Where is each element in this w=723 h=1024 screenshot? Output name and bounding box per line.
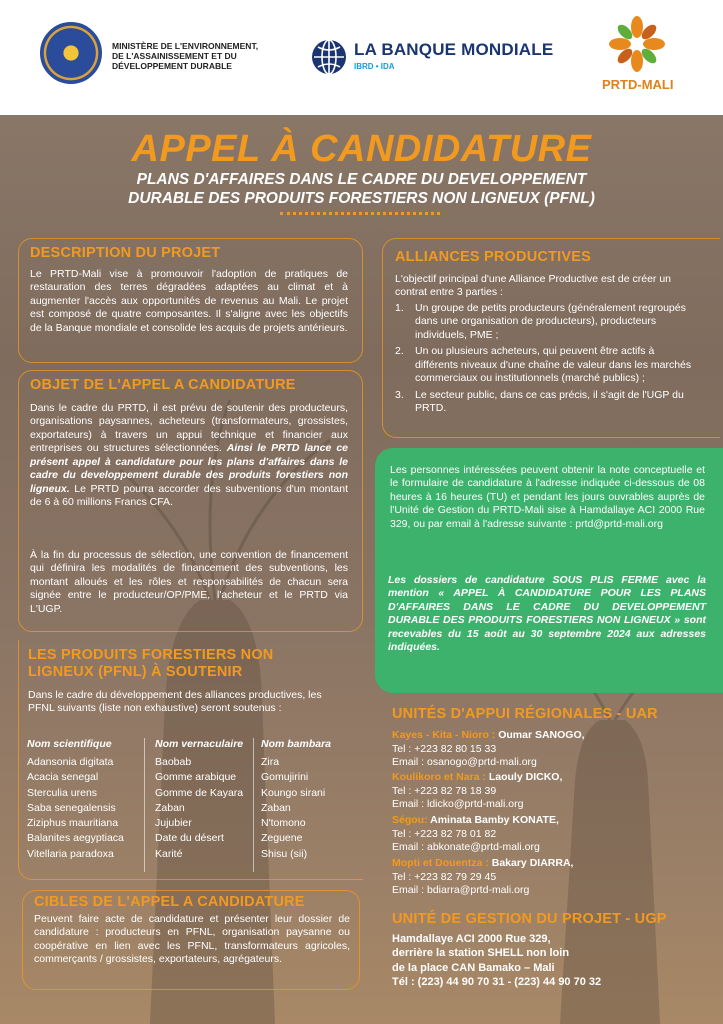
prtd-name: PRTD-MALI [602,77,674,92]
ministry-line: DE L'ASSAINISSEMENT ET DU [112,50,237,61]
ministry-seal-logo [40,22,102,84]
application-deadline-text: Les dossiers de candidature SOUS PLIS FERME avec la mention « APPEL À CANDIDATURE POUR LES PLANS D'AFFAIRES DANS LE CADRE DU DEVELOPPEMENT DURABLE DES PRODUITS FORESTIERS NON LIGNEUX » sont recevables du 15 août au 30 septembre 2024 aux adresses indiquées. [388,574,706,654]
cibles-heading: CIBLES DE L'APPEL A CANDIDATURE [34,894,305,910]
list-number: 3. [395,388,404,401]
uar-region: Ségou: [392,814,428,826]
uar-phone: Tel : +223 82 80 15 33 [392,742,497,755]
cibles-text: Peuvent faire acte de candidature et présenter leur dossier de candidature : producteurs en PFNL, organisation paysanne ou coopérative en lien avec les PFNL, transformateurs agricoles, commerçants / grossistes, exportateurs, agrégateurs. [34,913,350,966]
table-cell: Gomujirini [261,771,309,784]
uar-email: Email : bdiarra@prtd-mali.org [392,884,530,897]
table-cell: Adansonia digitata [27,756,114,768]
table-row [27,771,357,786]
table-cell: Acacia senegal [27,771,99,784]
ministry-line: DÉVELOPPEMENT DURABLE [112,60,232,71]
table-header-row [27,738,357,756]
ugp-line: Hamdallaye ACI 2000 Rue 329, [392,933,551,945]
table-cell: Gomme arabique [155,771,237,784]
uar-contact-mopti [392,857,573,898]
subtitle-line: DURABLE DES PRODUITS FORESTIERS NON LIGNEUX (PFNL) [128,189,595,207]
table-row [27,848,357,863]
objet-emphasis: Ainsi le PRTD lance ce présent appel à candidature pour les plans d'affaires dans le cadre du developpement durable des produits forestiers non ligneux. [30,442,348,495]
table-cell: Date du désert [155,832,224,845]
table-cell: Karité [155,847,183,860]
produits-intro: Dans le cadre du développement des alliances productives, les PFNL suivants (liste non exhaustive) seront soutenus : [28,689,322,715]
uar-name: Aminata Bamby KONATE, [427,814,559,826]
column-header: Nom bambara [261,738,332,750]
uar-contact-title [392,729,585,743]
uar-contact-title [392,771,562,785]
table-cell: Ziziphus mauritiana [27,817,119,829]
ugp-line: Tél : (223) 44 90 70 31 - (223) 44 90 70 32 [392,975,602,988]
prtd-leaf-logo [608,15,666,73]
alliances-list [395,302,695,416]
uar-name: Laouly DICKO, [485,771,563,783]
ministry-line: MINISTÈRE DE L'ENVIRONNEMENT, [112,41,259,51]
uar-name: Oumar SANOGO, [495,729,585,741]
uar-phone: Tel : +223 82 79 29 45 [392,870,497,883]
objet-paragraph-2: À la fin du processus de sélection, une convention de financement qui définira les modalités de financement des subventions, les montant alloués et les rôles et responsabilités de chacun sera signée entre le producteur/OP/PME, l'acheteur et le PRTD via L'UGP. [30,549,348,615]
table-cell: Zira [261,756,280,768]
list-number: 1. [395,302,404,314]
table-row [27,756,357,771]
table-cell: Zeguene [261,832,303,845]
species-table [27,738,357,863]
table-cell: Saba senegalensis [27,801,116,814]
uar-region: Mopti et Douentza : [392,857,489,869]
uar-contact-koulikoro [392,771,562,812]
list-text: Le secteur public, dans ce cas précis, il s'agit de l'UGP du PRTD. [415,388,684,415]
application-info-text: Les personnes intéressées peuvent obtenir la note conceptuelle et le formulaire de candidature à l'adresse indiquée ci-dessous de 08 heures à 16 heures (TU) et pendant les jours ouvrables auprès de l'Unité de Gestion du PRTD-Mali sise à Hamdallaye ACI 2000 Rue 329, ou par email à l'adresse suivante : prtd@prtd-mali.org [390,464,705,530]
objet-text: Le PRTD pourra accorder des subventions d'un montant de 6 à 60 millions Francs CFA. [30,482,348,509]
table-cell: Vitellaria paradoxa [27,847,114,860]
table-cell: Sterculia urens [27,786,98,799]
worldbank-name: LA BANQUE MONDIALE [354,40,554,59]
table-cell: N'tomono [261,817,306,829]
uar-contact-title [392,814,559,828]
ministry-name [112,42,282,71]
page-title: APPEL À CANDIDATURE [131,128,592,170]
uar-region: Kayes - Kita - Nioro : [392,729,496,741]
list-item [395,345,695,385]
uar-contact-kayes [392,729,585,770]
list-text: Un ou plusieurs acheteurs, qui peuvent être actifs à différents niveaux d'une chaîne de valeur dans les marchés commerciaux ou institutionnels (marché publics) ; [415,345,692,385]
produits-heading-line: LES PRODUITS FORESTIERS NON [28,647,274,663]
produits-heading-line: LIGNEUX (PFNL) À SOUTENIR [28,664,243,681]
table-row [27,787,357,802]
uar-email: Email : ldicko@prtd-mali.org [392,798,524,811]
page-subtitle [70,171,653,208]
list-text: Un groupe de petits producteurs (généralement regroupés dans une organisation de producteurs), producteurs individuels, PME ; [415,302,686,341]
uar-email: Email : osanogo@prtd-mali.org [392,756,537,769]
worldbank-sub: IBRD • IDA [354,62,395,71]
list-item [395,389,695,416]
uar-region: Koulikoro et Nara : [392,771,486,783]
table-cell: Zaban [155,801,185,814]
alliances-heading: ALLIANCES PRODUCTIVES [395,249,591,265]
uar-phone: Tel : +223 82 78 18 39 [392,784,497,797]
uar-name: Bakary DIARRA, [488,857,574,869]
list-number: 2. [395,345,404,358]
alliances-intro: L'objectif principal d'une Alliance Productive est de créer un contrat entre 3 parties : [395,273,672,299]
table-cell: Shisu (sii) [261,847,308,860]
uar-heading: UNITÉS D'APPUI RÉGIONALES - UAR [392,706,658,722]
uar-contact-segou [392,814,559,855]
column-header: Nom scientifique [27,738,112,750]
title-divider [280,212,440,215]
table-cell: Jujubier [155,817,192,829]
table-cell: Balanites aegyptiaca [27,832,124,845]
subtitle-line: PLANS D'AFFAIRES DANS LE CADRE DU DEVELOPPEMENT [136,171,587,188]
ugp-line: derrière la station SHELL non loin [392,947,570,960]
objet-heading: OBJET DE L'APPEL A CANDIDATURE [30,377,296,393]
produits-heading [28,647,273,682]
table-cell: Gomme de Kayara [155,786,244,799]
table-cell: Koungo sirani [261,786,326,799]
header-bar [0,0,723,115]
objet-text: Dans le cadre du PRTD, il est prévu de soutenir des producteurs, organisations paysannes, acheteurs (transformateurs, grossistes, exportateurs) à travers un appui technique et financier aux entreprises ou structures sélectionnées. [30,402,348,455]
uar-phone: Tel : +223 82 78 01 82 [392,827,497,840]
ugp-line: de la place CAN Bamako – Mali [392,961,555,974]
uar-email: Email : abkonate@prtd-mali.org [392,841,540,854]
worldbank-globe-icon [310,38,348,76]
table-cell: Baobab [155,756,192,768]
list-item [395,302,695,342]
description-text: Le PRTD-Mali vise à promouvoir l'adoption de pratiques de restauration des terres dégradées adaptées au climat et à augmenter l'accès aux opportunités de revenus au Mali. Le projet est composé de quatre composantes. Il s'aligne avec les objectifs de la Banque mondiale et consolide les acquis de projets antérieurs. [30,268,348,334]
description-heading: DESCRIPTION DU PROJET [30,245,221,261]
table-row [27,817,357,832]
table-row [27,832,357,847]
ugp-address [392,932,601,989]
objet-paragraph-1 [30,402,348,510]
table-cell: Zaban [261,801,291,814]
table-row [27,802,357,817]
uar-contact-title [392,857,573,871]
column-header: Nom vernaculaire [155,738,244,750]
ugp-heading: UNITÉ DE GESTION DU PROJET - UGP [392,911,667,927]
